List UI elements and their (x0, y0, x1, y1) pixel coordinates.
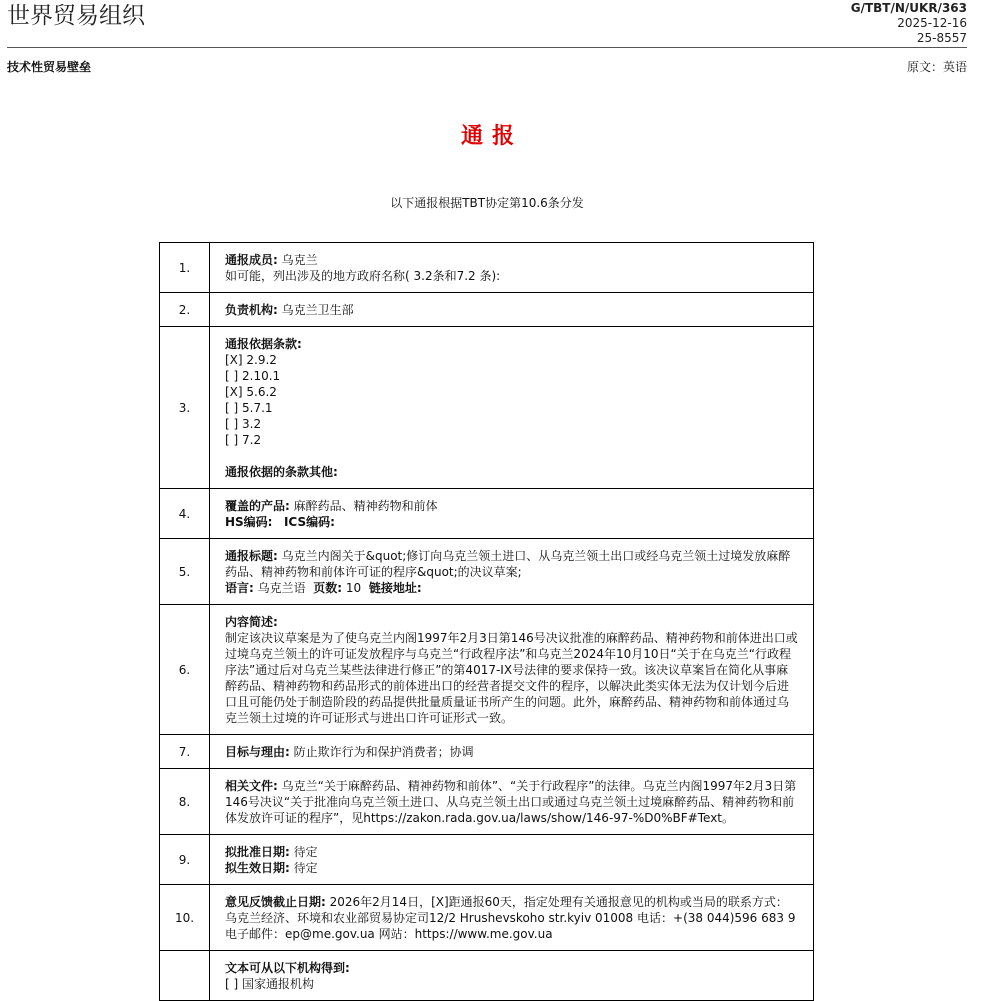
field-value: 待定 (289, 861, 318, 875)
row-content (210, 835, 814, 885)
header-divider (7, 47, 967, 48)
text-source-item: [ ] 国家通报机构 (225, 977, 314, 991)
table-row (160, 539, 814, 605)
notification-title: 通报 (460, 124, 523, 149)
row-content (210, 951, 814, 1001)
field-value: 乌克兰卫生部 (277, 303, 354, 317)
row-number: 1. (160, 243, 210, 293)
table-row (160, 735, 814, 769)
row-content (210, 327, 814, 489)
field-value: 防止欺诈行为和保护消费者；协调 (289, 745, 474, 759)
field-label: 相关文件: (225, 779, 278, 793)
row-number: 5. (160, 539, 210, 605)
row-number: 2. (160, 293, 210, 327)
row-number: 4. (160, 489, 210, 539)
provision-item: [ ] 2.10.1 (225, 369, 281, 383)
row-number: 10. (160, 885, 210, 951)
notifying-member (225, 252, 799, 268)
field-label: 拟批准日期: (225, 845, 290, 859)
provision-item: [ ] 7.2 (225, 433, 262, 447)
ics-label: ICS编码: (283, 515, 335, 529)
field-label: 负责机构: (225, 303, 278, 317)
provision-item: [ ] 5.7.1 (225, 401, 273, 415)
row-content (210, 489, 814, 539)
row-number (160, 951, 210, 1001)
field-label: 通报成员: (225, 253, 278, 267)
field-label: 覆盖的产品: (225, 499, 290, 513)
field-label: 意见反馈截止日期: (225, 895, 326, 909)
provision-item: [X] 2.9.2 (225, 353, 277, 367)
field-value: 2026年2月14日，[X]距通报60天，指定处理有关通报意见的机构或当局的联系方式：乌克兰经济、环境和农业部贸易协定司12/2 Hrushevskoho str.kyiv 01008 电话：+(38 044)596 683 9 电子邮件：ep@me.gov.ua 网站：https://www.me.gov.ua (225, 895, 796, 941)
pages-value: 10 (342, 581, 362, 595)
notification-title-field (225, 548, 799, 580)
spacer (225, 448, 799, 464)
table-row (160, 489, 814, 539)
table-row (160, 769, 814, 835)
table-row (160, 885, 814, 951)
row-content (210, 769, 814, 835)
field-value: 麻醉药品、精神药物和前体 (289, 499, 438, 513)
row-content (210, 293, 814, 327)
approval-date (225, 844, 799, 860)
row-number: 8. (160, 769, 210, 835)
row-content (210, 735, 814, 769)
row-content (210, 243, 814, 293)
table-row (160, 327, 814, 489)
field-value: 乌克兰 (277, 253, 318, 267)
org-name: 世界贸易组织 (7, 3, 145, 29)
field-label: 拟生效日期: (225, 861, 290, 875)
provision-item: [X] 5.6.2 (225, 385, 277, 399)
description-text: 制定该决议草案是为了使乌克兰内阁1997年2月3日第146号决议批准的麻醉药品、精神药物和前体进出口或过境乌克兰领土的许可证发放程序与乌克兰“行政程序法”和乌克兰2024年10月10日“关于在乌克兰“行政程序法”通过后对乌克兰某些法律进行修正”的第4017-IX号法律的要求保持一致。该决议草案旨在简化从事麻醉药品、精神药物和药品形式的前体进出口的经营者提交文件的程序，以解决此类实体无法为仅计划今后进口且可能仍处于制造阶段的药品提供批量质量证书所产生的问题。此外，麻醉药品、精神药物和前体通过乌克兰领土过境的许可证形式与进出口许可证形式一致。 (225, 631, 798, 725)
row-content (210, 605, 814, 735)
entry-into-force-date (225, 860, 799, 876)
language-value: 乌克兰语 (253, 581, 306, 595)
document-meta (851, 1, 967, 46)
doc-date: 2025-12-16 (897, 16, 967, 30)
table-row (160, 605, 814, 735)
local-government-note: 如可能，列出涉及的地方政府名称( 3.2条和7.2 条): (225, 269, 501, 283)
field-label: 通报标题: (225, 549, 278, 563)
field-label: 内容简述: (225, 615, 278, 629)
language-label: 语言: (225, 581, 254, 595)
row-number: 9. (160, 835, 210, 885)
pages-label: 页数: (313, 581, 343, 595)
table-row (160, 951, 814, 1001)
field-label: 通报依据条款: (225, 337, 302, 351)
row-content (210, 539, 814, 605)
field-label: 目标与理由: (225, 745, 290, 759)
products-covered (225, 498, 799, 514)
doc-number: 25-8557 (916, 31, 967, 45)
notification-table (159, 242, 814, 1001)
language-pages-line (225, 580, 799, 596)
table-row (160, 243, 814, 293)
committee-name: 技术性贸易壁垒 (7, 60, 92, 74)
link-label: 链接地址: (368, 581, 422, 595)
field-value: 乌克兰“关于麻醉药品、精神药物和前体”、“关于行政程序”的法律。乌克兰内阁1997年2月3日第146号决议“关于批准向乌克兰领土进口、从乌克兰领土出口或通过乌克兰领土过境麻醉药品、精神药物和前体发放许可证的程序”，见https://zakon.rada.gov.ua/laws/show/146-97-%D0%BF#Text。 (225, 779, 797, 825)
row-number: 7. (160, 735, 210, 769)
hs-label: HS编码: (225, 515, 273, 529)
row-content (210, 885, 814, 951)
field-label: 文本可从以下机构得到: (225, 961, 350, 975)
field-value: 待定 (289, 845, 318, 859)
original-language: 原文：英语 (906, 60, 967, 74)
table-row (160, 835, 814, 885)
distribution-note: 以下通报根据TBT协定第10.6条分发 (390, 196, 584, 210)
codes-line (225, 514, 799, 530)
row-number: 6. (160, 605, 210, 735)
table-row (160, 293, 814, 327)
doc-symbol: G/TBT/N/UKR/363 (850, 1, 967, 15)
row-number: 3. (160, 327, 210, 489)
field-value: 乌克兰内阁关于&quot;修订向乌克兰领土进口、从乌克兰领土出口或经乌克兰领土过境发放麻醉药品、精神药物和前体许可证的程序&quot;的决议草案; (225, 549, 791, 579)
provision-item: [ ] 3.2 (225, 417, 262, 431)
field-label: 通报依据的条款其他: (225, 465, 338, 479)
